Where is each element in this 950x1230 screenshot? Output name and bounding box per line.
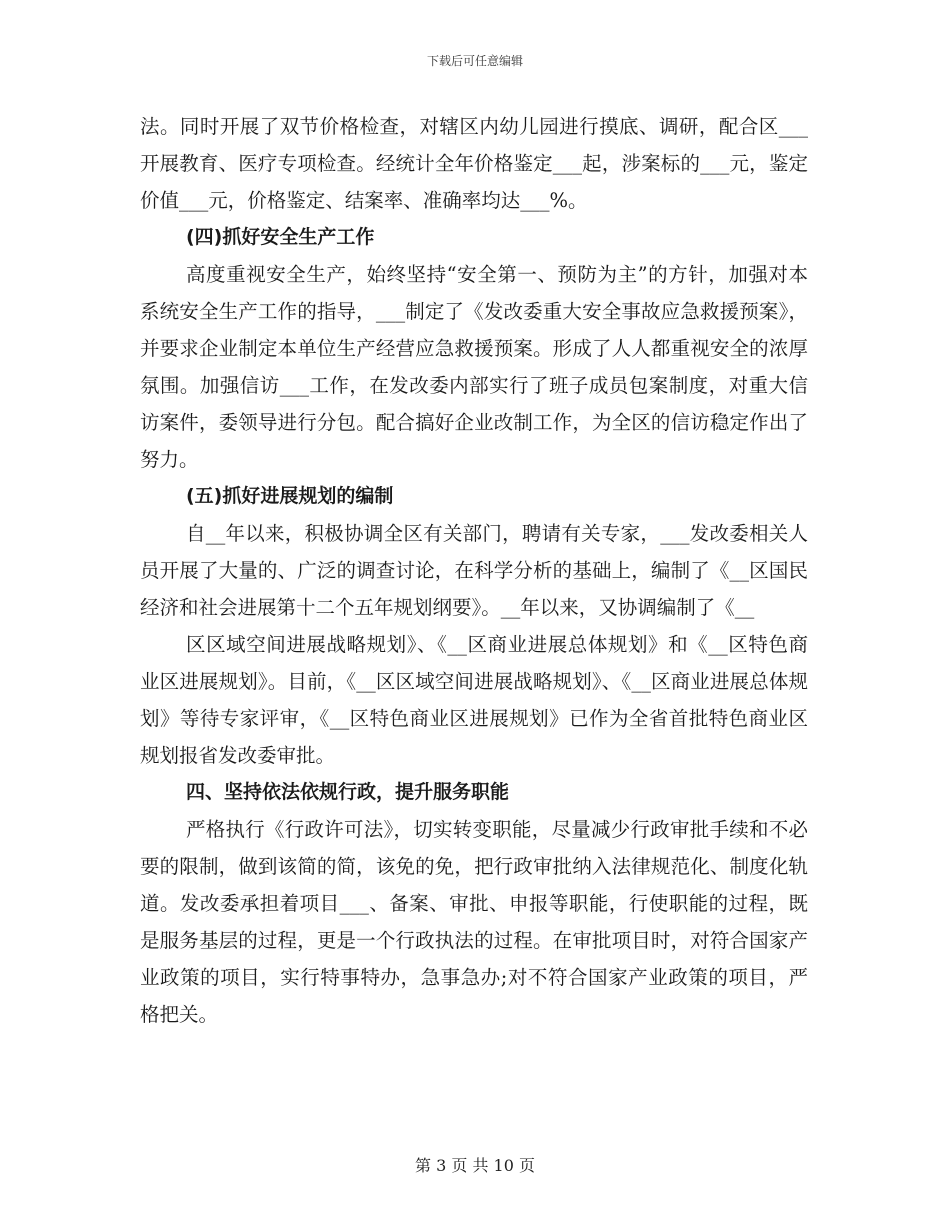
document-body xyxy=(140,108,808,1033)
paragraph-planning-1: 自__年以来，积极协调全区有关部门，聘请有关专家，___发改委相关人员开展了大量的、广泛的调查讨论，在科学分析的基础上，编制了《__区国民经济和社会进展第十二个五年规划纲要》。__年以来，又协调编制了《__ xyxy=(140,522,808,619)
paragraph-safety: 高度重视安全生产，始终坚持“安全第一、预防为主”的方针，加强对本系统安全生产工作的指导，___制定了《发改委重大安全事故应急救援预案》，并要求企业制定本单位生产经营应急救援预案。形成了人人都重视安全的浓厚氛围。加强信访___工作，在发改委内部实行了班子成员包案制度，对重大信访案件，委领导进行分包。配合搞好企业改制工作，为全区的信访稳定作出了努力。 xyxy=(140,263,808,471)
chapter-heading-4: 四、坚持依法依规行政，提升服务职能 xyxy=(186,781,510,803)
page-number: 第 3 页 共 10 页 xyxy=(415,1156,535,1175)
paragraph-administration: 严格执行《行政许可法》，切实转变职能，尽量减少行政审批手续和不必要的限制，做到该简的简，该免的免，把行政审批纳入法律规范化、制度化轨道。发改委承担着项目___、备案、审批、申报等职能，行使职能的过程，既是服务基层的过程，更是一个行政执法的过程。在审批项目时，对符合国家产业政策的项目，实行特事特办，急事急办;对不符合国家产业政策的项目，严格把关。 xyxy=(140,818,808,1026)
page-header: 下载后可任意编辑 xyxy=(426,54,523,68)
section-heading-4: (四)抓好安全生产工作 xyxy=(186,226,375,248)
paragraph-1: 法。同时开展了双节价格检查，对辖区内幼儿园进行摸底、调研，配合区___开展教育、医疗专项检查。经统计全年价格鉴定___起，涉案标的___元，鉴定价值___元，价格鉴定、结案率、准确率均达___%。 xyxy=(140,115,808,212)
section-heading-5: (五)抓好进展规划的编制 xyxy=(186,485,394,507)
paragraph-planning-2: 区区域空间进展战略规划》、《__区商业进展总体规划》和《__区特色商业区进展规划》。目前，《__区区域空间进展战略规划》、《__区商业进展总体规划》等待专家评审，《__区特色商业区进展规划》已作为全省首批特色商业区规划报省发改委审批。 xyxy=(140,633,808,767)
